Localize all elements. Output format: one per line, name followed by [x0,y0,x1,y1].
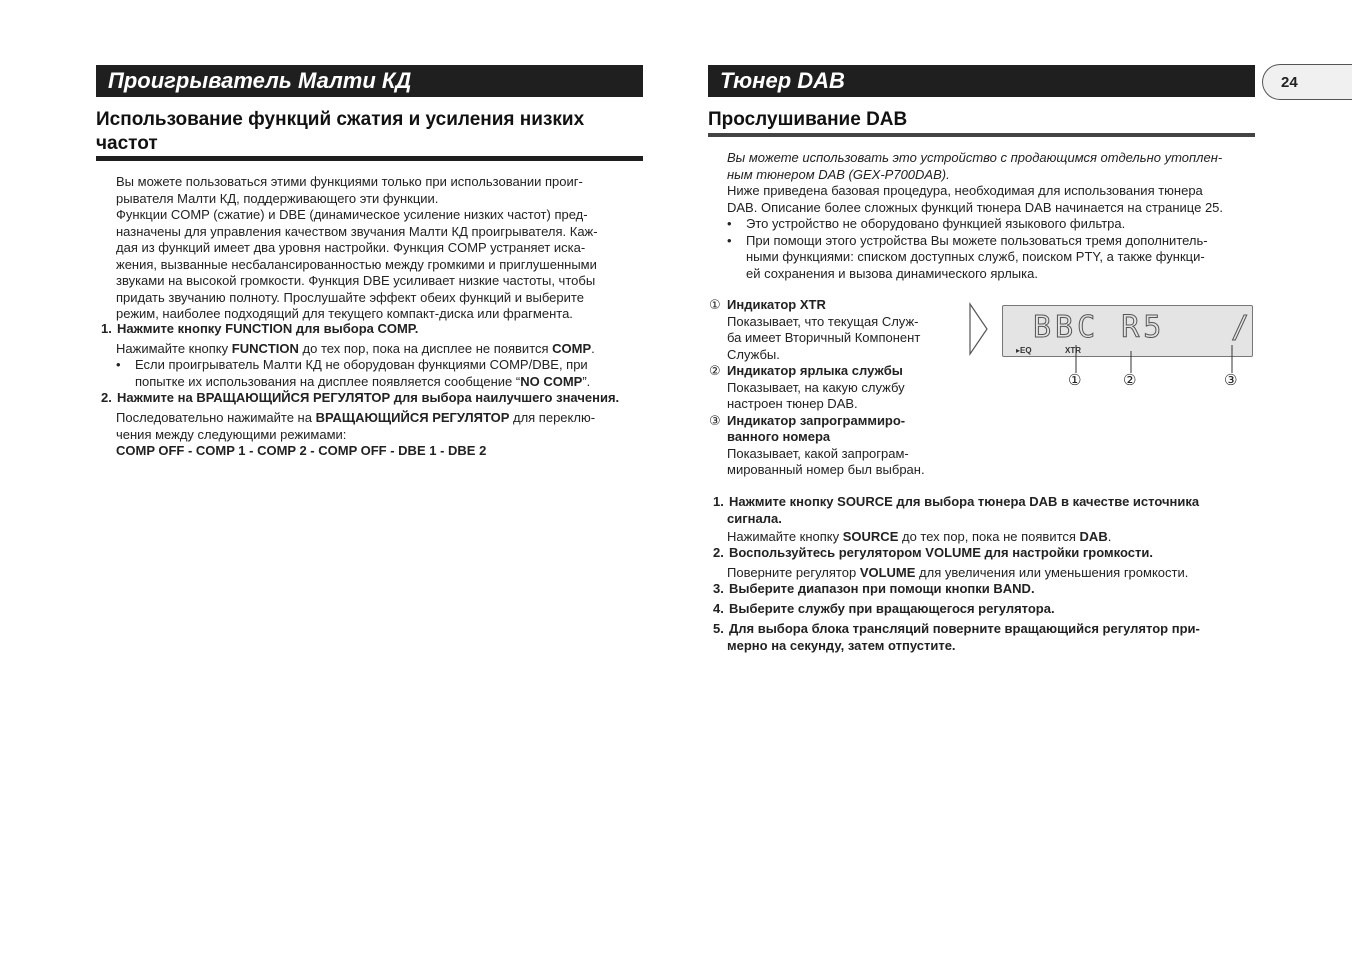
text: попытке их использования на дисплее появляется сообщение “ [135,373,521,389]
text: . [1107,529,1112,544]
text: Выберите службу при вращающегося регулятора. [729,601,1055,616]
step-4-title [713,601,1055,618]
callout-number: ② [709,363,721,378]
text-line: Вы можете использовать это устройство с продающимся отдельно утоплен- [727,150,1223,165]
section-title: Проигрыватель Малти КД [108,68,412,93]
step-2-title [101,390,619,407]
callout-lines [1060,345,1250,375]
callout-2: ② [1123,372,1137,389]
title-line: мерно на секунду, затем отпустите. [727,637,956,653]
text-line: ей сохранения и вызова динамического ярлыка. [746,265,1038,281]
text: Это устройство не оборудовано функцией языкового фильтра. [746,216,1126,231]
bullet-item [727,216,1208,233]
text: для переклю- [509,410,596,425]
text: NO COMP [520,373,583,389]
step-2-body [116,410,595,460]
step-number: 4. [713,601,724,616]
indicator-list [709,297,925,479]
step-number: 2. [101,390,112,405]
callout-number: ① [709,297,721,312]
text: COMP [552,341,592,356]
bullet: • [116,357,121,372]
subsection-heading [96,108,584,156]
bullet-list [727,216,1208,282]
text-line: назначены для управления качеством звучания Малти КД проигрывателя. Каж- [116,223,598,239]
step-1-title [101,321,418,338]
text: . [591,341,595,356]
text: Последовательно нажимайте на [116,410,316,425]
text: до тех пор, пока не появится [898,529,1080,544]
step-1-note [116,357,590,390]
text-line: настроен тюнер DAB. [727,396,858,411]
display-eq-indicator: ▸EQ [1016,346,1032,355]
step-title-text: Нажмите кнопку FUNCTION для выбора COMP. [117,321,419,336]
title-line [713,621,1200,638]
text-line: рывателя Малти КД, поддерживающего эти функции. [116,190,439,206]
step-number: 5. [713,621,724,636]
text-line: Показывает, на какую службу [727,379,905,395]
indicator-item [709,297,925,314]
bullet: • [727,216,732,231]
heading-rule [708,133,1255,137]
title-line: сигнала. [727,510,782,526]
text: Нажимайте кнопку [727,529,843,544]
heading-line: Использование функций сжатия и усиления низких [96,109,585,130]
text-line: жения, вызванные несбалансированностью между громкими и приглушенными [116,256,597,272]
step-1-body [727,529,1111,546]
indicator-title: Индикатор XTR [727,297,826,312]
step-2-title [713,545,1153,562]
body-line: чения между следующими режимами: [116,426,347,442]
text-line: мированный номер был выбран. [727,462,925,477]
text-line: Показывает, какой запрограм- [727,445,909,461]
text: ВРАЩАЮЩИЙСЯ РЕГУЛЯТОР [315,410,510,425]
arrow-pointer-icon [968,302,990,356]
display-xtr-indicator: XTR [1065,346,1081,355]
text: для увеличения или уменьшения громкости. [915,565,1189,580]
indicator-title: Индикатор ярлыка службы [727,363,903,378]
text-line: звуками на высокой громкости. Функция DBE усиливает низкие частоты, чтобы [116,273,596,288]
step-3-title [713,581,1035,598]
text-line: Функции COMP (сжатие) и DBE (динамическое усиление низких частот) пред- [116,207,588,222]
text: DAB [1079,529,1108,544]
text-line: DAB. Описание более сложных функций тюнера DAB начинается на странице 25. [727,199,1224,215]
text-line: режим, наиболее подходящий для текущего компакт-диска или фрагмента. [116,306,573,321]
step-number: 3. [713,581,724,596]
step-title-text: Нажмите на ВРАЩАЮЩИЙСЯ РЕГУЛЯТОР для выбора наилучшего значения. [117,390,620,405]
callout-3: ③ [1224,372,1238,389]
text-line: ба имеет Вторичный Компонент [727,330,921,345]
section-title-bar [708,65,1255,97]
step-number: 1. [101,321,112,336]
note-line-2 [116,374,590,391]
text: FUNCTION [231,341,299,356]
intro-paragraph [116,174,598,323]
step-1-body [116,341,595,358]
text: При помощи этого устройства Вы можете пользоваться тремя дополнитель- [746,232,1208,248]
subsection-heading: Прослушивание DAB [708,109,908,130]
text-line: ным тюнером DAB (GEX-P700DAB). [727,166,950,182]
display-service-label: BBC R5 [1033,310,1166,345]
text-line: Службы. [727,346,780,362]
modes-sequence: COMP OFF - COMP 1 - COMP 2 - COMP OFF - DBE 1 - DBE 2 [116,443,487,458]
step-number: 1. [713,494,724,509]
intro-paragraph [727,150,1223,216]
display-preset-indicator: / [1231,310,1250,345]
text: Нажмите кнопку SOURCE для выбора тюнера DAB в качестве источника [729,494,1200,509]
text-line: Вы можете пользоваться этими функциями только при использовании проиг- [116,174,583,189]
indicator-title: Индикатор запрограммиро- [727,412,906,428]
heading-rule [96,156,643,161]
step-2-body [727,565,1188,582]
bullet: • [727,232,732,248]
text: Нажимайте кнопку [116,341,232,356]
text-line: Показывает, что текущая Служ- [727,313,919,329]
text-line: дая из функций имеет два уровня настройки. Функция COMP устраняет иска- [116,240,586,255]
section-title-bar [96,65,643,97]
text: ”. [582,373,591,389]
text: Если проигрыватель Малти КД не оборудован функциями COMP/DBE, при [135,357,588,372]
step-number: 2. [713,545,724,560]
text: до тех пор, пока на дисплее не появится [298,341,553,356]
text: Поверните регулятор [727,565,860,580]
text: Выберите диапазон при помощи кнопки BAND. [729,581,1035,596]
text: Воспользуйтесь регулятором VOLUME для настройки громкости. [729,545,1153,560]
callout-number: ③ [709,412,721,428]
text-line: Ниже приведена базовая процедура, необходимая для использования тюнера [727,183,1203,198]
indicator-title: ванного номера [727,429,831,444]
callout-1: ① [1068,372,1082,389]
heading-line: частот [96,133,158,154]
title-line [713,494,1199,511]
text: Для выбора блока трансляций поверните вращающийся регулятор при- [729,621,1200,636]
step-5-title [713,621,1200,654]
text-line: придать звучанию полноту. Прослушайте эффект обеих функций и выберите [116,289,584,305]
text: SOURCE [842,529,899,544]
page-number: 24 [1281,74,1298,91]
text: VOLUME [859,565,916,580]
step-1-title [713,494,1199,527]
page-number-tab [1262,64,1352,100]
indicator-item [709,413,925,430]
bullet-item [727,233,1208,250]
indicator-item [709,363,925,380]
text-line: ными функциями: списком доступных служб, поиском PTY, а также функци- [746,249,1205,264]
section-title: Тюнер DAB [720,68,845,93]
body-line [116,410,595,427]
